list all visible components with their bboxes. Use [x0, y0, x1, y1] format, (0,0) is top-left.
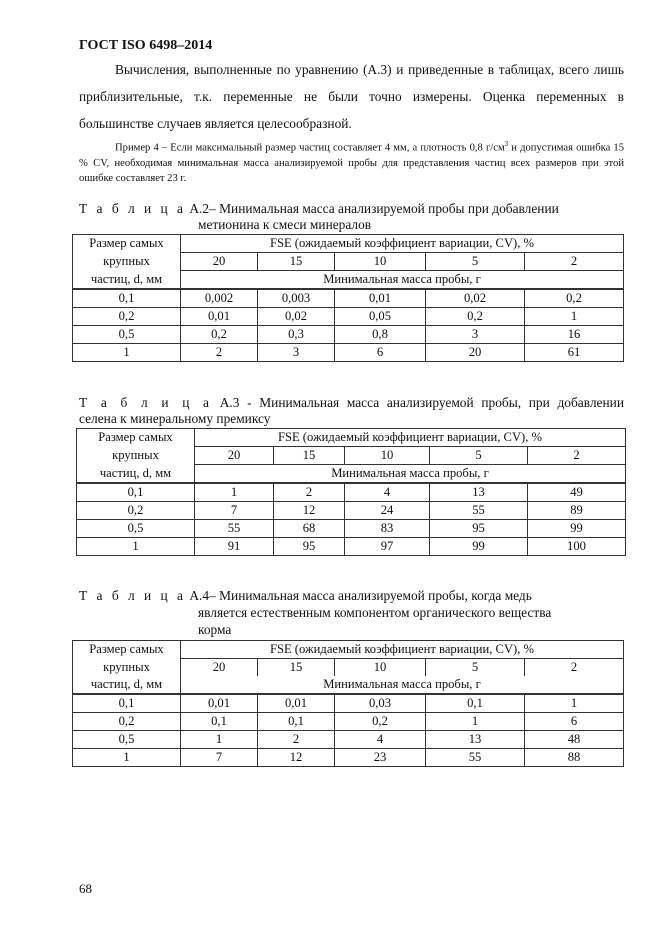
header-size-line2: крупных	[77, 447, 195, 465]
caption-dash: -	[247, 395, 252, 410]
cell-value: 88	[525, 749, 624, 767]
table-row	[77, 520, 626, 538]
cell-value: 99	[430, 538, 528, 556]
cell-d: 0,1	[73, 694, 181, 713]
cell-d: 0,2	[73, 308, 181, 326]
example-text-rest: и допустимая ошибка 15 % CV, необходимая минимальная масса анализируемой пробы для представления частиц всех размеров при этой ошибке составляет 23 г.	[79, 142, 624, 184]
cell-value: 0,2	[525, 289, 624, 308]
cell-value: 13	[426, 731, 525, 749]
cell-value: 83	[345, 520, 430, 538]
header-fse-2: 2	[525, 253, 624, 271]
cell-value: 6	[525, 713, 624, 731]
header-size-line3: частиц, d, мм	[73, 271, 181, 290]
table-row	[77, 502, 626, 520]
example-text: Пример 4 – Если максимальный размер частиц составляет 4 мм, а плотность 0,8 г/см	[115, 142, 505, 154]
caption-title-line1: Минимальная масса анализируемой пробы, когда медь	[219, 588, 532, 603]
table-row	[73, 731, 624, 749]
header-size-line3: частиц, d, мм	[73, 676, 181, 694]
cell-value: 3	[258, 344, 335, 362]
cell-value: 0,01	[335, 289, 426, 308]
cell-value: 0,05	[335, 308, 426, 326]
cell-value: 0,1	[426, 694, 525, 713]
header-fse-15: 15	[258, 253, 335, 271]
cell-value: 13	[430, 483, 528, 502]
cell-value: 0,3	[258, 326, 335, 344]
cell-value: 0,02	[258, 308, 335, 326]
header-size-line2: крупных	[73, 253, 181, 271]
document-header: ГОСТ ISO 6498–2014	[79, 38, 213, 53]
cell-value: 95	[430, 520, 528, 538]
caption-number: А.2	[189, 201, 210, 216]
cell-value: 0,2	[335, 713, 426, 731]
table-a2-caption-line2: метионина к смеси минералов	[198, 217, 372, 232]
cell-d: 1	[73, 344, 181, 362]
cell-value: 16	[525, 326, 624, 344]
cell-d: 0,1	[73, 289, 181, 308]
table-a4	[72, 640, 624, 767]
cell-value: 61	[525, 344, 624, 362]
table-a3	[76, 428, 626, 556]
cell-value: 2	[181, 344, 258, 362]
header-fse-2: 2	[528, 447, 626, 465]
cell-value: 0,2	[181, 326, 258, 344]
cell-value: 55	[426, 749, 525, 767]
cell-value: 0,01	[181, 308, 258, 326]
header-fse-5: 5	[430, 447, 528, 465]
header-mass: Минимальная масса пробы, г	[181, 271, 624, 290]
cell-value: 0,02	[426, 289, 525, 308]
table-row	[73, 694, 624, 713]
table-a4-caption	[79, 588, 532, 604]
cell-value: 99	[528, 520, 626, 538]
cell-value: 0,1	[258, 713, 335, 731]
caption-number: А.4	[189, 588, 210, 603]
caption-title-line1: Минимальная масса анализируемой пробы при добавлении	[219, 201, 559, 216]
cell-value: 1	[181, 731, 258, 749]
header-fse-15: 15	[258, 659, 335, 677]
table-a2-caption	[79, 201, 559, 217]
cell-value: 1	[195, 483, 274, 502]
cell-value: 1	[426, 713, 525, 731]
cell-d: 0,5	[73, 731, 181, 749]
table-row	[73, 326, 624, 344]
cell-d: 0,2	[73, 713, 181, 731]
intro-paragraph	[79, 56, 624, 137]
cell-value: 100	[528, 538, 626, 556]
cell-value: 55	[430, 502, 528, 520]
caption-label: Т а б л и ц а	[79, 201, 186, 216]
cell-value: 20	[426, 344, 525, 362]
cell-d: 1	[77, 538, 195, 556]
header-size-line1: Размер самых	[77, 429, 195, 447]
header-fse-5: 5	[426, 253, 525, 271]
table-row	[73, 749, 624, 767]
cell-value: 3	[426, 326, 525, 344]
table-row	[73, 308, 624, 326]
cell-value: 97	[345, 538, 430, 556]
header-fse-10: 10	[335, 659, 426, 677]
caption-number: А.3	[219, 395, 240, 410]
header-fse: FSE (ожидаемый коэффициент вариации, CV), %	[181, 641, 624, 659]
cell-value: 0,002	[181, 289, 258, 308]
table-row	[73, 713, 624, 731]
header-fse-15: 15	[274, 447, 345, 465]
table-row	[77, 483, 626, 502]
header-fse-10: 10	[335, 253, 426, 271]
cell-value: 0,01	[258, 694, 335, 713]
cell-value: 48	[525, 731, 624, 749]
caption-title-line1: Минимальная масса анализируемой пробы, при добавлении	[259, 395, 624, 410]
header-fse-2: 2	[525, 659, 624, 677]
cell-value: 95	[274, 538, 345, 556]
header-size-line1: Размер самых	[73, 235, 181, 253]
caption-dash: –	[209, 588, 216, 603]
intro-paragraph-text: Вычисления, выполненные по уравнению (А.3) и приведенные в таблицах, всего лишь приблизительные, т.к. переменные не были точно измерены. Оценка переменных в большинстве случаев является целесообразной.	[79, 62, 624, 131]
cell-d: 0,1	[77, 483, 195, 502]
example-note	[79, 137, 624, 186]
caption-dash: –	[209, 201, 216, 216]
caption-label: Т а б л и ц а	[79, 395, 213, 410]
cell-value: 7	[181, 749, 258, 767]
caption-label: Т а б л и ц а	[79, 588, 186, 603]
header-fse-5: 5	[426, 659, 525, 677]
header-mass: Минимальная масса пробы, г	[181, 676, 624, 694]
header-size-line1: Размер самых	[73, 641, 181, 659]
table-a3-caption-line2: селена к минеральному премиксу	[79, 411, 271, 426]
cell-value: 0,8	[335, 326, 426, 344]
cell-value: 24	[345, 502, 430, 520]
cell-value: 7	[195, 502, 274, 520]
cell-value: 4	[345, 483, 430, 502]
cell-value: 0,03	[335, 694, 426, 713]
cell-d: 0,5	[73, 326, 181, 344]
table-row	[73, 344, 624, 362]
cell-value: 91	[195, 538, 274, 556]
cell-value: 1	[525, 308, 624, 326]
cell-d: 0,2	[77, 502, 195, 520]
header-mass: Минимальная масса пробы, г	[195, 465, 626, 484]
cell-value: 68	[274, 520, 345, 538]
header-size-line3: частиц, d, мм	[77, 465, 195, 484]
cell-value: 2	[258, 731, 335, 749]
cell-value: 0,003	[258, 289, 335, 308]
cell-value: 23	[335, 749, 426, 767]
page-number: 68	[79, 881, 92, 896]
header-size-line2: крупных	[73, 659, 181, 677]
cell-value: 6	[335, 344, 426, 362]
table-a3-caption	[79, 395, 624, 411]
cell-value: 12	[274, 502, 345, 520]
cell-value: 0,01	[181, 694, 258, 713]
table-row	[77, 538, 626, 556]
header-fse-20: 20	[181, 659, 258, 677]
header-fse-10: 10	[345, 447, 430, 465]
cell-value: 1	[525, 694, 624, 713]
header-fse: FSE (ожидаемый коэффициент вариации, CV), %	[181, 235, 624, 253]
table-a2	[72, 234, 624, 362]
cell-value: 55	[195, 520, 274, 538]
header-fse-20: 20	[181, 253, 258, 271]
example-superscript: 3	[504, 140, 509, 148]
cell-value: 2	[274, 483, 345, 502]
header-fse: FSE (ожидаемый коэффициент вариации, CV), %	[195, 429, 626, 447]
cell-d: 0,5	[77, 520, 195, 538]
cell-value: 89	[528, 502, 626, 520]
cell-d: 1	[73, 749, 181, 767]
cell-value: 12	[258, 749, 335, 767]
cell-value: 4	[335, 731, 426, 749]
header-fse-20: 20	[195, 447, 274, 465]
table-row	[73, 289, 624, 308]
cell-value: 0,1	[181, 713, 258, 731]
table-a4-caption-line3: корма	[198, 622, 232, 637]
table-a4-caption-line2: является естественным компонентом органического вещества	[198, 605, 552, 620]
cell-value: 49	[528, 483, 626, 502]
cell-value: 0,2	[426, 308, 525, 326]
